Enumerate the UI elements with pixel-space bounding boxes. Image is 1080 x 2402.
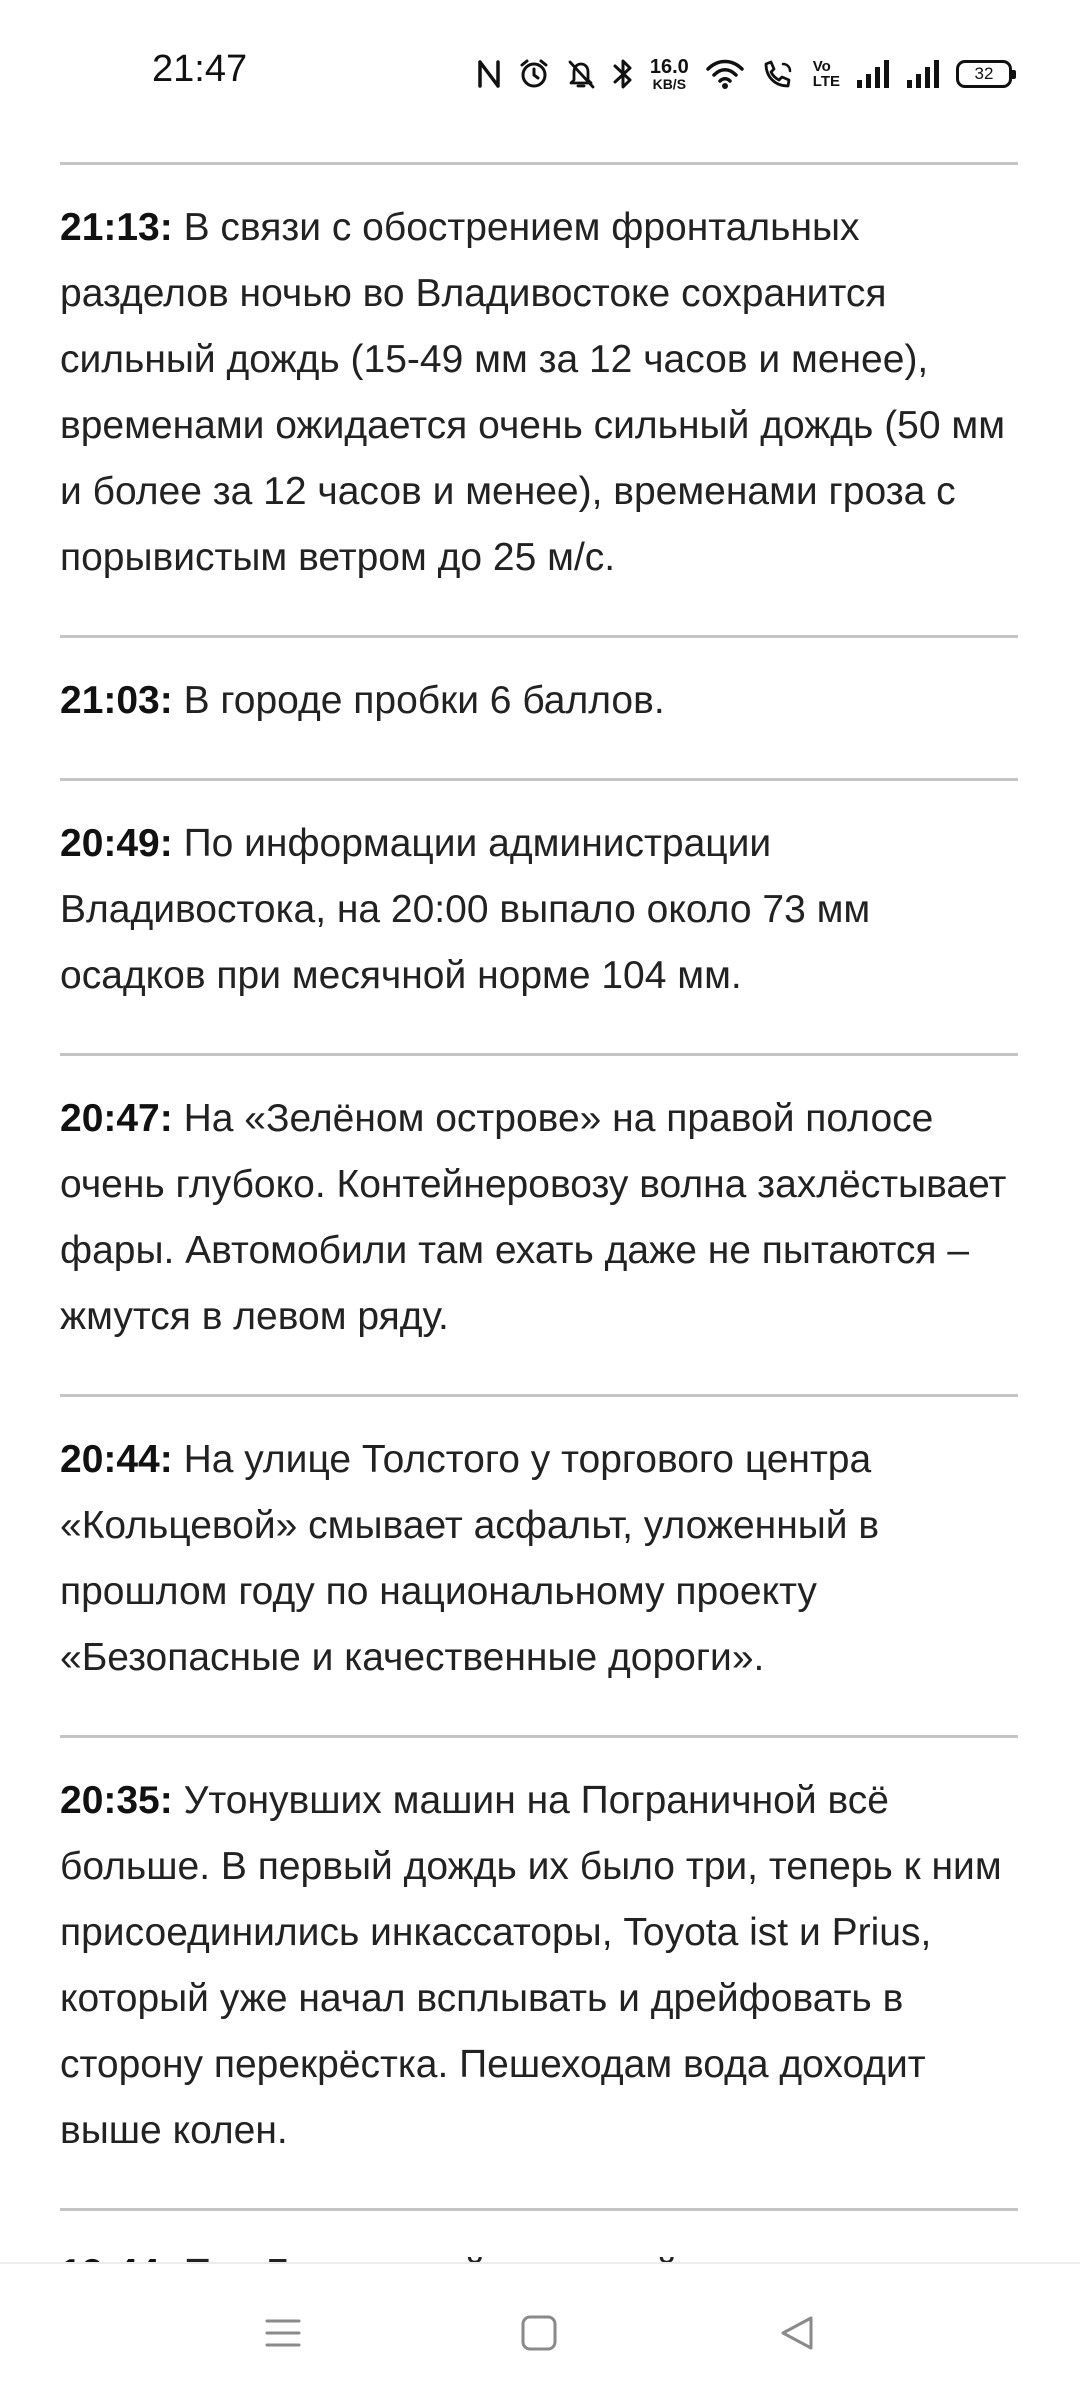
mute-icon (566, 58, 596, 90)
signal-icon (856, 58, 890, 90)
entry-time: 20:35: (60, 1779, 173, 1822)
news-entry (60, 1735, 1018, 2208)
entry-text: По информации администрации Владивостока, на 20:00 выпало около 73 мм осадков при месячной норме 104 мм. (60, 822, 871, 997)
entry-time: 20:47: (60, 1097, 173, 1140)
news-entry (60, 1053, 1018, 1394)
network-speed: 16.0 KB/S (649, 56, 689, 92)
entry-text: На улице Толстого у торгового центра «Кольцевой» смывает асфальт, уложенный в прошлом году по национальному проекту «Безопасные и качественные дороги». (60, 1438, 880, 1679)
back-icon[interactable] (772, 2308, 822, 2358)
battery-level: 32 (974, 64, 994, 83)
entry-time: 21:03: (60, 679, 173, 722)
entry-text: На «Зелёном острове» на правой полосе очень глубоко. Контейнеровозу волна захлёстывает фары. Автомобили там ехать даже не пытаются – жмутся в левом ряду. (60, 1097, 1007, 1338)
signal-icon (906, 58, 940, 90)
live-news-feed[interactable] (60, 162, 1018, 2260)
bluetooth-icon (612, 57, 634, 91)
battery-icon (956, 60, 1012, 88)
wifi-call-icon (761, 58, 797, 90)
entry-time: 20:44: (60, 1438, 173, 1481)
status-bar (0, 0, 1080, 140)
entry-time: 20:49: (60, 822, 173, 865)
status-time: 21:47 (152, 48, 248, 90)
volte-indicator: Vo LTE (812, 58, 840, 90)
entry-time: 21:13: (60, 206, 173, 249)
status-icons (476, 52, 1012, 96)
entry-text: Утонувших машин на Пограничной всё больше. В первый дождь их было три, теперь к ним присоединились инкассаторы, Toyota ist и Prius, который уже начал всплывать и дрейфовать в сторону перекрёстка. Пешеходам вода доходит выше колен. (60, 1779, 1002, 2152)
entry-text: В городе пробки 6 баллов. (183, 679, 665, 722)
wifi-icon (705, 58, 745, 90)
news-entry (60, 162, 1018, 635)
menu-icon[interactable] (258, 2308, 308, 2358)
nfc-icon (476, 58, 502, 90)
system-navigation-bar (0, 2262, 1080, 2402)
entry-text: В связи с обострением фронтальных разделов ночью во Владивостоке сохранится сильный дождь (15-49 мм за 12 часов и менее), временами ожидается очень сильный дождь (50 мм и более за 12 часов и менее), временами гроза с порывистым ветром до 25 м/с. (60, 206, 1006, 579)
news-entry (60, 635, 1018, 778)
alarm-icon (518, 58, 550, 90)
news-entry (60, 778, 1018, 1053)
news-entry (60, 1394, 1018, 1735)
home-icon[interactable] (514, 2308, 564, 2358)
